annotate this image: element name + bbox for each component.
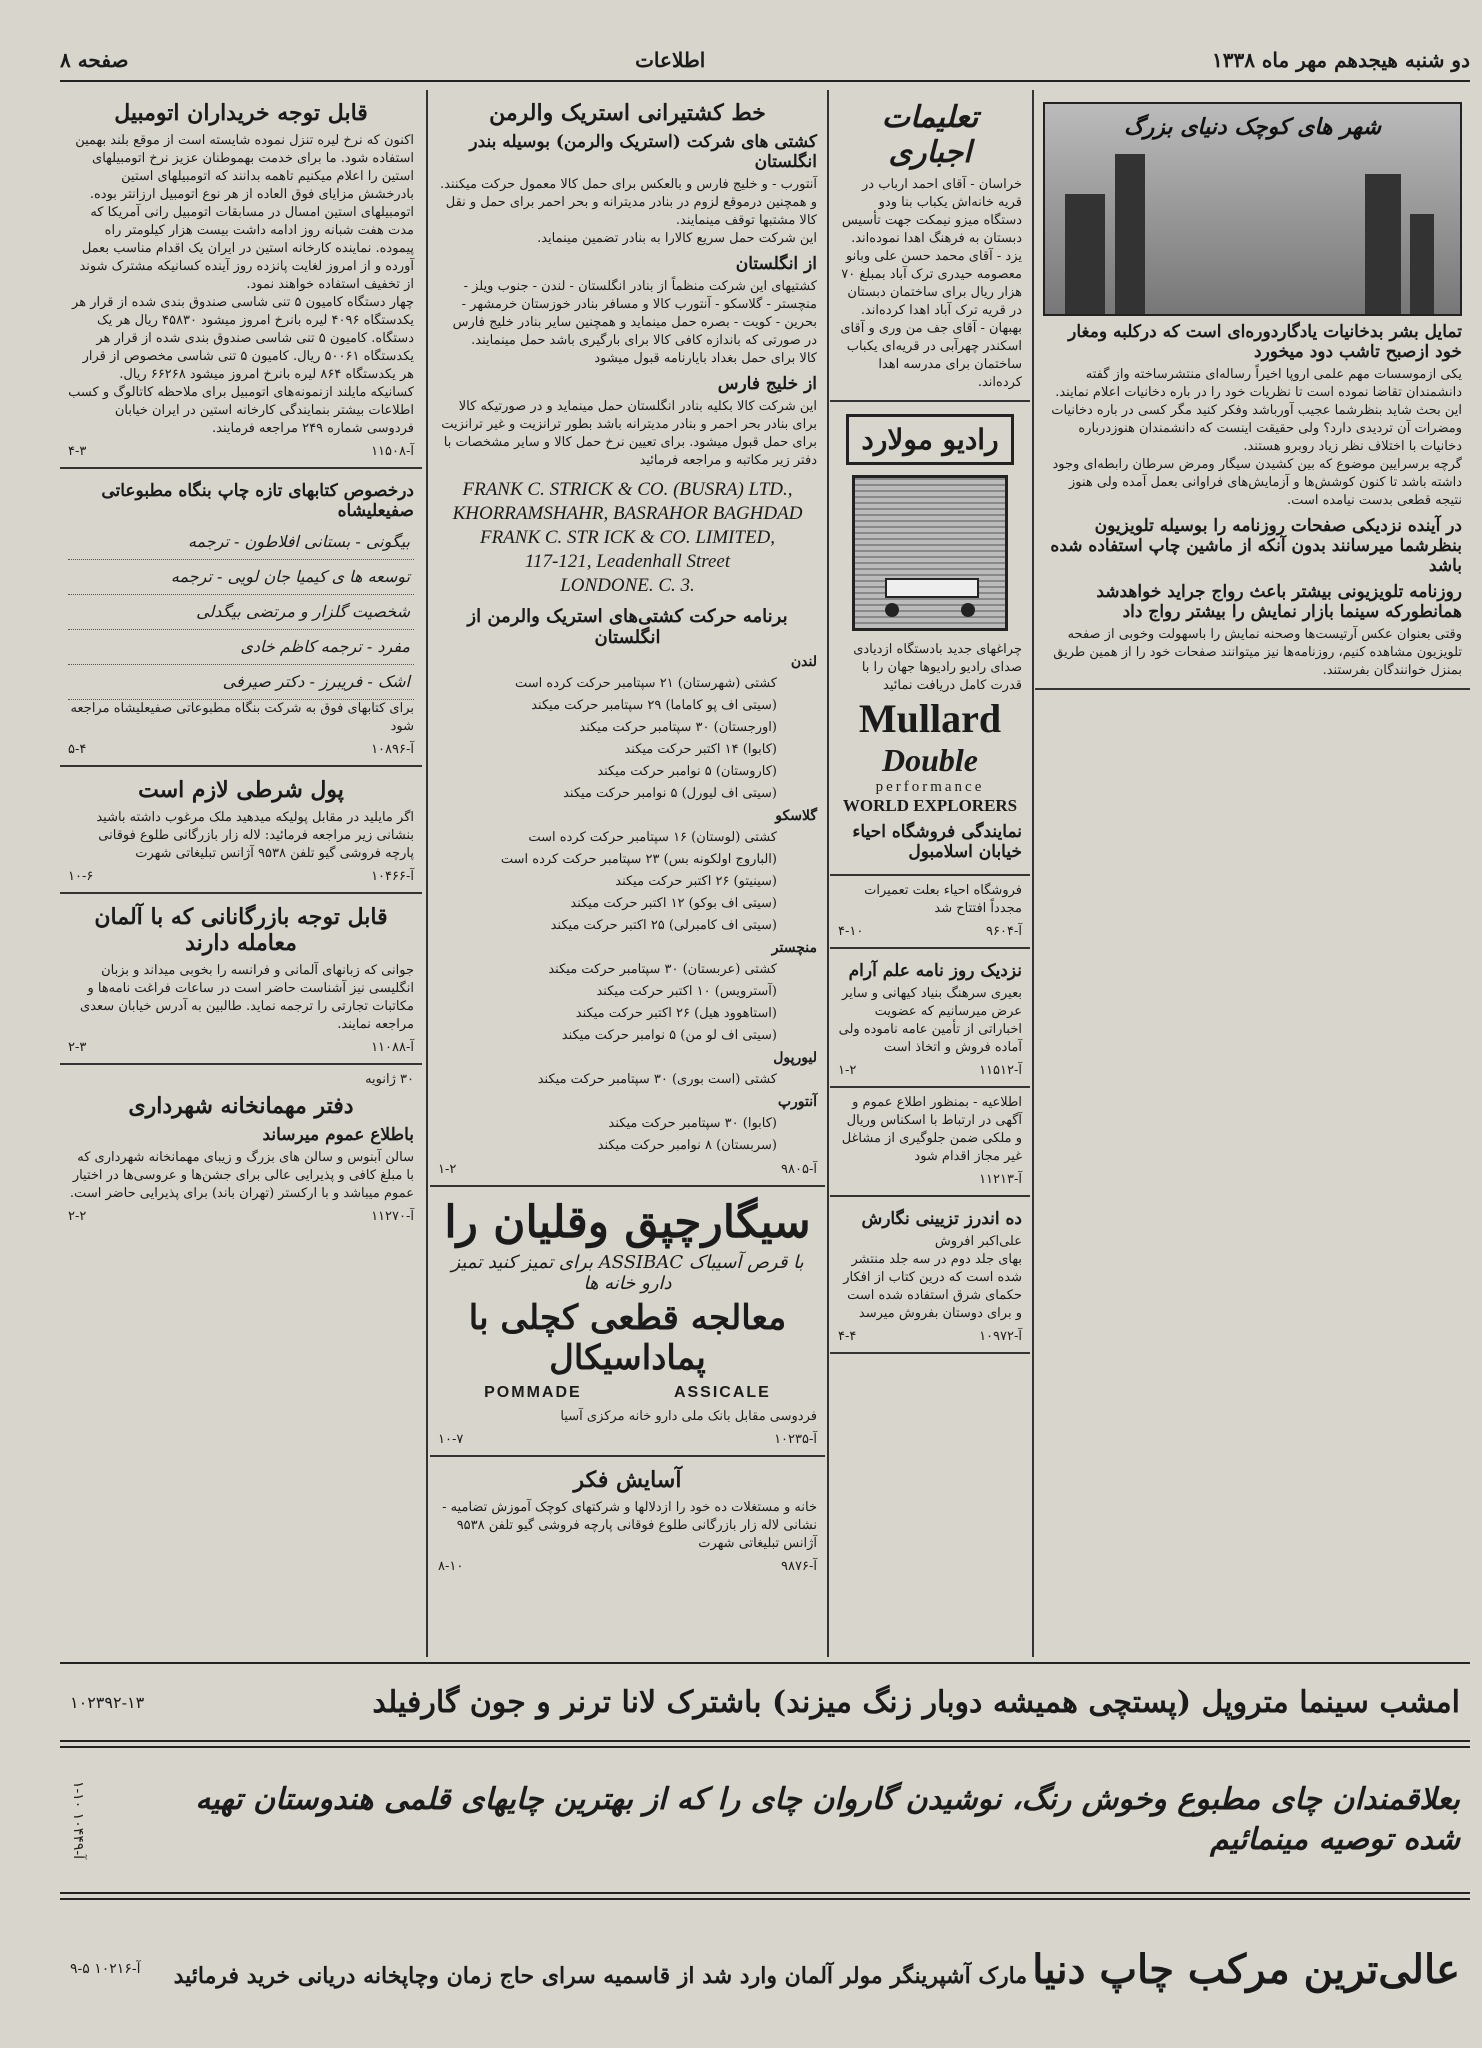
brand-word: ASSICALE: [673, 1384, 771, 1401]
ad-code: [438, 1162, 817, 1177]
car-ad-title: قابل توجه خریداران اتومبیل: [114, 100, 368, 126]
column-rule: [426, 90, 428, 1657]
address-line: FRANK C. STR ICK & CO. LIMITED,: [479, 527, 776, 548]
code-b: ۲-۳: [68, 1040, 87, 1055]
ink-headline: عالی‌ترین مرکب چاپ دنیا: [1032, 1945, 1460, 1993]
tea-band-text: بعلاقمندان چای مطبوع وخوش رنگ، نوشیدن گاروان چای را که از بهترین چایهای قلمی هندوستان تهیه شده توصیه مینمائیم: [195, 1782, 1460, 1857]
column-rule: [827, 90, 829, 1657]
shipping-body: این شرکت کالا بکلیه بنادر انگلستان حمل مینماید و در صورتیکه کالا برای بنادر بحر احمر و بنادر مدیترانه باشد بطور ترانزیت و غیر ترانزیت برای حمل قبول میشود. برای تعیین نرخ حمل کالا و سایر مشخصات با دفتر زیر مکاتبه و مراجعه فرمائید: [441, 399, 817, 468]
ad-code: [68, 1040, 414, 1055]
translator-ad: [60, 894, 422, 1065]
loan-title: پول شرطی لازم است: [138, 777, 344, 803]
cityscape-illustration: [1043, 102, 1462, 316]
shipping-body: این شرکت حمل سریع کالارا به بنادر تضمین مینماید.: [537, 231, 817, 246]
schedule-city: گلاسکو: [775, 808, 817, 824]
book-item: مفرد - ترجمه کاظم خادی: [68, 630, 414, 665]
agency-name: نمایندگی فروشگاه احیاء خیابان اسلامبول: [852, 822, 1022, 862]
english-address: [438, 478, 817, 598]
ad-code: [838, 1063, 1022, 1078]
book-title: ده اندرز تزیینی نگارش: [861, 1209, 1022, 1229]
notice-ad: [830, 949, 1030, 1088]
schedule-entry: (سیتی اف پو کاماما) ۲۹ سپتامبر حرکت میکند: [531, 698, 777, 713]
book-body: بهای جلد دوم در سه جلد منتشر شده است که درین کتاب از افکار حکمای شرق استفاده شده است و برای دوستان بفروش میرسد: [843, 1252, 1022, 1321]
column-rule: [1032, 90, 1034, 1657]
books-footer: برای کتابهای فوق به شرکت بنگاه مطبوعاتی صفیعلیشاه مراجعه شود: [70, 701, 414, 734]
schedule-entry: کشتی (شهرستان) ۲۱ سپتامبر حرکت کرده است: [515, 676, 777, 691]
schedule-city: لندن: [790, 654, 817, 670]
shipping-title: خط کشتیرانی استریک والرمن: [489, 100, 766, 126]
code-a: آ-۱۰۸۹۶: [371, 742, 414, 757]
radio-knob: [885, 603, 899, 617]
notice-body: بعیری سرهنگ بنیاد کیهانی و سایر عرض میرسانیم که عضویت اخباراتی از تأمین عامه ناموده ولی آماده فروش و اتخاذ است: [838, 986, 1022, 1055]
column-left: [60, 90, 422, 1657]
band-code: ۱۰۲۳۹۲-۱۳: [70, 1692, 145, 1712]
store-notice: [830, 876, 1030, 949]
book-item: اشک - فریبرز - دکتر صیرفی: [68, 665, 414, 700]
article-subhead: در آینده نزدیکی صفحات روزنامه را بوسیله تلویزیون بنظرشما میرسانند بدون آنکه از ماشین چاپ استفاده شده باشد: [1050, 516, 1462, 576]
realestate-body: خانه و مستغلات ده خود را ازدلالها و شرکتهای کوچک آموزش تضامیه - نشانی لاله زار بازرگانی طلوع فوقانی پارچه فروشی گیو تلفن ۹۵۳۸: [442, 1500, 817, 1533]
code-a: آ-۱۰۴۶۶: [371, 869, 414, 884]
loan-ad: [60, 767, 422, 894]
ad-code: [838, 924, 1022, 939]
schedule-entry: (سیتی اف لو من) ۵ نوامبر حرکت میکند: [561, 1028, 777, 1043]
shipping-body: کالا برای حمل بغداد بایارنامه قبول میشود: [594, 351, 817, 366]
ad-code: [68, 869, 414, 884]
hotel-body: سالن آبنوس و سالن های بزرگ و زیبای مهمانخانه شهرداری که با مبلغ کافی و پذیرایی عالی برای جشن‌ها و عروسی‌ها در اختیار عموم میباشد و با ارکستر (تهران باند) برای پذیرایی حاضر است.: [69, 1150, 414, 1201]
cinema-band: [60, 1662, 1470, 1742]
schedule-entry: (سیتی اف لیورل) ۵ نوامبر حرکت میکند: [563, 786, 777, 801]
section-title: تعلیمات اجباری: [881, 100, 979, 170]
masthead: [60, 40, 1470, 82]
schedule-entry: کشتی (لوستان) ۱۶ سپتامبر حرکت کرده است: [528, 830, 777, 845]
code-a: آ-۱۱۲۷۰: [371, 1209, 414, 1224]
code-b: ۴-۴: [838, 1329, 857, 1344]
code-a: آ-۱۱۰۸۸: [371, 1040, 414, 1055]
schedule-entry: (سیتی اف کامبرلی) ۲۵ اکتبر حرکت میکند: [550, 918, 777, 933]
ad-code: [838, 1329, 1022, 1344]
book-item: بیگونی - بستانی افلاطون - ترجمه: [68, 525, 414, 560]
radio-knob: [961, 603, 975, 617]
column-right: [1035, 90, 1470, 1657]
car-ad-body: کسانیکه مایلند ازنمونه‌های اتومبیل برای ملاحظه کاتالوگ و کسب اطلاعات بیشتر بنمایندگی کارخانه استین در ایران خیابان فردوسی شماره ۲۴۹ مراجعه فرمایند.: [68, 385, 414, 436]
ink-body: مارک آشپرینگر مولر آلمان وارد شد از قاسمیه سرای حاج زمان وچاپخانه دریانی خرید فرمائید: [173, 1962, 1028, 1989]
cinema-article: [1035, 90, 1470, 690]
books-list: [68, 525, 414, 700]
article-body: گرچه برسرایین موضوع که بین کشیدن سیگار ومرض سرطان رابطه‌ای وجود داشته باشد تا کنون کوشش‌ها و آزمایش‌های فراوانی بعمل آمده ولی هنوز نتیجه قطعی بدست نیامده است.: [1052, 457, 1462, 508]
schedule-list: [438, 1114, 817, 1156]
band-code: آ-۱۰۲۱۶ ۵-۹: [70, 1961, 141, 1977]
schedule-entry: (اورجستان) ۳۰ سپتامبر حرکت میکند: [579, 720, 777, 735]
realestate-title: آسایش فکر: [573, 1467, 682, 1493]
schedule-entry: (کابوا) ۱۴ اکتبر حرکت میکند: [624, 742, 777, 757]
shipping-sub: از انگلستان: [735, 254, 817, 274]
code-a: آ-۹۸۷۶: [781, 1559, 817, 1574]
schedule-entry: (استاهوود هیل) ۲۶ اکتبر حرکت میکند: [575, 1006, 777, 1021]
code-a: آ-۹۸۰۵: [781, 1162, 817, 1177]
book-ad: [830, 1197, 1030, 1354]
building-shape: [1065, 194, 1105, 314]
code-a: آ-۱۱۲۱۳: [979, 1172, 1022, 1187]
pharmacy-headline: معالجه قطعی کچلی با پماداسیکال: [468, 1298, 787, 1378]
car-ad-body: اتومبیلهای استین امسال در مسابقات اتومبیل رانی آمریکا که مدت هفت شبانه روز ادامه داشت بیست هزار کیلومتر راه پیموده. نماینده کارخانه استین در ایران یک اقدام مناسب بعمل آورده و از امروز لغایت پانزده روز آینده کسانیکه مشترک شوند از تخفیف استفاده خواهند نمود.: [79, 205, 414, 292]
code-b: ۸-۱۰: [438, 1559, 464, 1574]
schedule-city: منچستر: [771, 940, 817, 956]
schedule-list: [438, 828, 817, 936]
hotel-title: دفتر مهمانخانه شهرداری: [128, 1093, 354, 1119]
realestate-ad: [430, 1457, 825, 1582]
ink-band-text: [160, 1946, 1460, 1993]
code-b: ۱۰-۷: [438, 1432, 464, 1447]
schedule-title: برنامه حرکت کشتی‌های استریک والرمن از انگلستان: [467, 606, 788, 648]
address-line: KHORRAMSHAHR, BASRAHOR BAGHDAD: [452, 503, 803, 524]
pommade-brand: [438, 1384, 817, 1402]
ad-code: [438, 1559, 817, 1574]
building-shape: [1365, 174, 1401, 314]
code-b: ۲-۲: [68, 1209, 87, 1224]
schedule-city: آنتورپ: [777, 1094, 817, 1110]
schedule-list: [438, 960, 817, 1046]
car-ad-body: چهار دستگاه کامیون ۵ تنی شاسی صندوق بندی شده از قرار هر یکدستگاه ۴۰۹۶ لیره بانرخ امروز میشود ۴۵۸۳۰ ریال هر یک دستگاه. کامیون ۵ تنی شاسی صندوق بندی شده از قرار هر یکدستگاه ۵۰۰۶۱ ریال. کامیون ۵ تنی شاسی مخصوص از قرار هر یکدستگاه ۸۶۴ لیره بانرخ امروز میشود ۶۶۲۶۸ ریال.: [72, 295, 414, 382]
code-b: ۴-۱۰: [838, 924, 864, 939]
code-b: ۵-۴: [68, 742, 87, 757]
pharmacy-headline: سیگارچپق وقلیان را: [444, 1197, 811, 1248]
car-ad: [60, 90, 422, 469]
article-subhead: روزنامه تلویزیونی بیشتر باعث رواج جراید خواهدشد همانطورکه سینما بازار نمایش را بیشتر رواج داد: [1096, 582, 1462, 622]
article-body: این بحث شاید بنظرشما عجیب آورباشد وفکر کنید مگر کسی در باره دخانیات ومضرات آن تردیدی دارد؟ ولی حقیقت اینست که دانشمندان هنوزدرباره دخانیات با اختلاف نظر زیاد روبرو هستند.: [1051, 403, 1462, 454]
pharmacy-sub: با قرص آسیباک ASSIBAC برای تمیز کنید تمیز دارو خانه ها: [451, 1252, 804, 1294]
shipping-body: آنتورب - و خلیج فارس و بالعکس برای حمل کالا معمول حرکت میکنند. و همچنین درموقع لزوم در بنادر مدیترانه و بحر احمر برای حمل و نقل کالا مشتبها توقف مینمایند.: [440, 177, 817, 228]
address-line: LONDONE. C. 3.: [560, 575, 695, 596]
schedule-entry: (الباروج اولکونه بس) ۲۳ سپتامبر حرکت کرده است: [500, 852, 777, 867]
mullard-wordmark: Mullard: [858, 696, 1002, 741]
code-b: ۱-۲: [838, 1063, 857, 1078]
shipping-body: کشتیهای این شرکت منظماً از بنادر انگلستان - لندن - جنوب ویلز - منچستر - گلاسکو - آنتورب کالا و مسافر بنادر خوزستان خرمشهر - بحرین - کویت - بصره حمل مینماید و همچنین سایر بنادر خلیج فارس در صورتی که باندازه کافی کالا برای بارگیری باشد حمل مینمایند.: [452, 279, 817, 348]
radio-dial: [885, 578, 979, 598]
notice-title: نزدیک روز نامه علم آرام: [848, 961, 1022, 981]
schedule-entry: (سربستان) ۸ نوامبر حرکت میکند: [597, 1138, 777, 1153]
car-ad-body: اکنون که نرخ لیره تنزل نموده شایسته است از موقع بلند بهمین استفاده شود. ما برای خدمت بهموطنان عزیز نرخ اتومبیلهای استین را اعلام میکنیم تاهمه بدانند که اتومبیلهای استین بادرخشش مزایای فوق العاده از هر نوع اتومبیل ارزانتر بوده.: [75, 133, 414, 202]
performance-text: performance: [875, 779, 985, 795]
shipping-ad: [430, 90, 825, 1187]
ad-body: چراغهای جدید بادستگاه ازدیادی صدای رادیو رادیوها جهان را با قدرت کامل دریافت نمائید: [853, 642, 1022, 693]
code-a: آ-۱۱۵۱۲: [979, 1063, 1022, 1078]
notice-body: فروشگاه احیاء بعلت تعمیرات مجدداً افتتاح شد: [864, 883, 1022, 916]
article-body: یکی ازموسسات مهم علمی اروپا اخیراً رساله‌ای منتشرساخته واز گفته دانشمندان تقاضا نموده است تا نظریات خود را در باره دخانیات اعلام نمایند.: [1055, 367, 1462, 400]
hotel-sub: باطلاع عموم میرساند: [262, 1125, 414, 1145]
tea-band: [60, 1746, 1470, 1894]
cinema-band-text: امشب سینما متروپل (پستچی همیشه دوبار زنگ میزند) باشترک لانا ترنر و جون گارفیلد: [372, 1684, 1460, 1720]
notice-body: اطلاعیه - بمنظور اطلاع عموم و آگهی در ارتباط با اسکناس وریال و ملکی ضمن جلوگیری از مشاغل غیر مجاز اقدام شود: [841, 1095, 1022, 1164]
code-a: آ-۱۱۵۰۸: [371, 444, 414, 459]
schedule-entry: (کابوا) ۳۰ سپتامبر حرکت میکند: [608, 1116, 777, 1131]
column-center-left: [430, 90, 825, 1657]
code-a: آ-۱۰۹۷۲: [979, 1329, 1022, 1344]
ad-code: [68, 444, 414, 459]
education-news: [830, 90, 1030, 402]
column-center-right: [830, 90, 1030, 1657]
ad-code: [68, 1209, 414, 1224]
hotel-ad: [60, 1065, 422, 1232]
translator-body: جوانی که زبانهای آلمانی و فرانسه را بخوبی میداند و بزبان انگلیسی نیز آشناست حاضر است در ساعات فراغت نامه‌ها و مکاتبات تجارتی را ترجمه نماید. طالبین به آدرس خیابان سعدی مراجعه نمایند.: [80, 963, 414, 1032]
code-b: ۱-۲: [438, 1162, 457, 1177]
books-ad: [60, 469, 422, 767]
schedule-list: [438, 674, 817, 804]
code-a: آ-۹۶۰۴: [986, 924, 1022, 939]
code-b: ۴-۳: [68, 444, 87, 459]
pharmacy-ad: [430, 1187, 825, 1457]
hotel-date: ۳۰ ژانویه: [365, 1072, 414, 1087]
shipping-sub: از خلیج فارس: [717, 374, 817, 394]
book-item: توسعه ها ی کیمیا جان لویی - ترجمه: [68, 560, 414, 595]
book-item: شخصیت گلزار و مرتضی بیگدلی: [68, 595, 414, 630]
schedule-list: [438, 1070, 817, 1090]
loan-body: اگر مایلید در مقابل پولیکه میدهید ملک مرغوب داشته باشید بنشانی زیر مراجعه فرمائید: لاله زار بازرگانی طلوع فوقانی پارچه فروشی گیو تلفن ۹۵۳۸ آژانس تبلیغاتی شهرت: [96, 810, 414, 861]
building-shape: [1410, 214, 1434, 314]
mullard-logo: [838, 695, 1022, 816]
brand-word: POMMADE: [484, 1384, 582, 1401]
ad-code: [838, 1172, 1022, 1187]
radio-illustration: [852, 475, 1008, 631]
schedule-entry: (آسترویس) ۱۰ اکتبر حرکت میکند: [596, 984, 777, 999]
book-author: علی‌اکبر افروش: [934, 1234, 1022, 1249]
ink-band: [60, 1898, 1470, 2038]
translator-title: قابل توجه بازرگانانی که با آلمان معامله دارند: [94, 904, 388, 956]
schedule-entry: (کاروستان) ۵ نوامبر حرکت میکند: [597, 764, 777, 779]
article-headline: تمایل بشر بدخانیات یادگاردوره‌ای است که درکلبه ومغار خود ازصبح تاشب دود میخورد: [1068, 322, 1462, 362]
paper-name: اطلاعات: [635, 48, 706, 72]
books-title: درخصوص کتابهای تازه چاپ بنگاه مطبوعاتی صفیعلیشاه: [101, 481, 414, 521]
page-number: صفحه ۸: [60, 48, 129, 72]
issue-date: دو شنبه هیجدهم مهر ماه ۱۳۳۸: [1212, 48, 1470, 72]
schedule-city: لیورپول: [773, 1050, 817, 1066]
article-body: وقتی بعنوان عکس آرتیست‌ها وصحنه نمایش را باسهولت وخوبی از صفحه تلویزیون مشاهده کنیم، روزنامه‌ها نیز میتوانند صفحات خود را از همین طریق بمنزل خوانندگان بفرستند.: [1053, 627, 1462, 678]
pharmacy-address: فردوسی مقابل بانک ملی دارو خانه مرکزی آسیا: [560, 1409, 817, 1424]
shipping-sub: کشتی های شرکت (استریک والرمن) بوسیله بندر انگلستان: [469, 132, 817, 172]
ad-code: [438, 1432, 817, 1447]
schedule-entry: کشتی (عربستان) ۳۰ سپتامبر حرکت میکند: [548, 962, 777, 977]
illustration-caption: شهر های کوچک دنیای بزرگ: [1123, 114, 1382, 140]
code-a: آ-۱۰۲۳۵: [774, 1432, 817, 1447]
agency-name: آژانس تبلیغاتی شهرت: [698, 1536, 817, 1551]
schedule-entry: کشتی (است بوری) ۳۰ سپتامبر حرکت میکند: [537, 1072, 777, 1087]
schedule-entry: (سینیتو) ۲۶ اکتبر حرکت میکند: [615, 874, 777, 889]
mullard-ad: [830, 402, 1030, 876]
schedule-entry: (سیتی اف بوکو) ۱۲ اکتبر حرکت میکند: [570, 896, 777, 911]
double-wordmark: Double: [882, 742, 978, 778]
notice-ad: [830, 1088, 1030, 1197]
building-shape: [1115, 154, 1145, 314]
code-b: ۱۰-۶: [68, 869, 94, 884]
address-line: FRANK C. STRICK & CO. (BUSRA) LTD.,: [462, 479, 793, 500]
section-body: خراسان - آقای احمد ارباب در قریه خانه‌اش یکباب بنا ودو دستگاه میزو نیمکت جهت تأسیس دبستان به فرهنگ اهدا نموده‌اند. یزد - آقای محمد حسن علی وبانو معصومه حیدری ترک آباد بمبلغ ۷۰ هزار ریال برای ساختمان دبستان در قریه ترک آباد اهدا کرده‌اند. بهبهان - آقای جف من وری و آقای اسکندر چهرآبی در قریه‌ای یکباب ساختمان برای مدرسه اهدا کرده‌اند.: [840, 177, 1022, 390]
address-line: 117-121, Leadenhall Street: [524, 551, 731, 572]
band-code: آ-۱۰۴۴۹ ۱۰-۱: [70, 1781, 86, 1859]
radio-brand-title: رادیو مولارد: [846, 414, 1014, 465]
world-explorers-text: WORLD EXPLORERS: [842, 796, 1018, 815]
ad-code: [68, 742, 414, 757]
